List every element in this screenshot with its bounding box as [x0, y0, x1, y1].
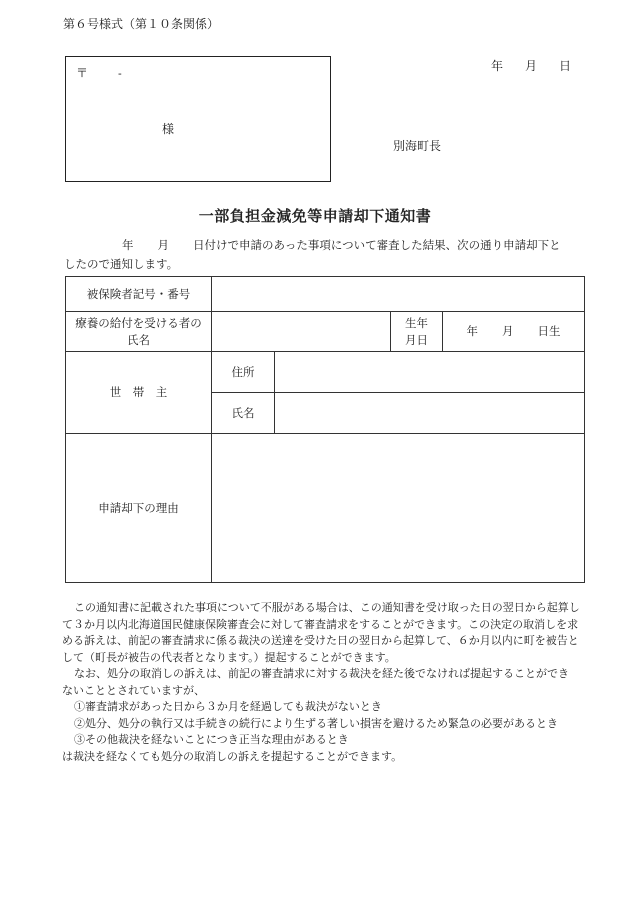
- recipient-name-label: [66, 312, 212, 352]
- notice-line: める訴えは、前記の審査請求に係る裁決の送達を受けた日の翌日から起算して、６か月以内に町を被告と: [62, 634, 579, 647]
- issue-date: [491, 58, 571, 75]
- notice-line: て３か月以内北海道国民健康保険審査会に対して審査請求をすることができます。この決定の取消しを求: [62, 617, 579, 631]
- intro-month: 月: [157, 238, 169, 252]
- birth-month: 月: [502, 324, 514, 339]
- insured-number-value: [212, 277, 585, 312]
- intro-year: 年: [122, 238, 134, 252]
- notice-line: は裁決を経なくても処分の取消しの訴えを提起することができます。: [62, 749, 403, 763]
- table-row: [66, 434, 585, 583]
- issue-date-day: 日: [559, 59, 572, 73]
- intro-line-1: [64, 236, 588, 255]
- issue-date-month: 月: [525, 59, 538, 73]
- birth-date-value: [443, 312, 585, 352]
- birth-date-label: [391, 312, 443, 352]
- sender-name: 別海町長: [393, 139, 442, 153]
- notice-line: ないこととされていますが、: [62, 683, 205, 697]
- form-number: 第６号様式（第１０条関係）: [63, 17, 220, 31]
- birth-date-label-line1: 生年: [405, 315, 428, 330]
- name-label: 氏名: [212, 393, 275, 434]
- postal-mark: 〒: [76, 66, 89, 80]
- name-value: [275, 393, 585, 434]
- birth-day: 日生: [537, 324, 561, 339]
- issue-date-year: 年: [491, 59, 504, 73]
- application-table: [65, 276, 585, 583]
- table-row: [66, 312, 585, 352]
- recipient-name-label-line2: 氏名: [127, 332, 150, 347]
- birth-date-label-line2: 月日: [405, 332, 428, 347]
- table-row: [66, 277, 585, 312]
- householder-label: 世 帯 主: [66, 352, 212, 434]
- insured-number-label: 被保険者記号・番号: [66, 277, 212, 312]
- intro-line-2: したので通知します。: [64, 257, 179, 271]
- reason-label: 申請却下の理由: [66, 434, 212, 583]
- addressee-honorific: 様: [162, 122, 175, 136]
- addressee-box: [65, 56, 331, 182]
- notice-line: して（町長が被告の代表者となります。）提起することができます。: [62, 650, 396, 664]
- document-title: 一部負担金減免等申請却下通知書: [198, 207, 432, 225]
- notice-line: この通知書に記載された事項について不服がある場合は、この通知書を受け取った日の翌日から起算し: [74, 601, 580, 614]
- address-value: [275, 352, 585, 393]
- notice-line: ②処分、処分の執行又は手続きの続行により生ずる著しい損害を避けるため緊急の必要があるとき: [74, 716, 558, 730]
- notice-line: ①審査請求があった日から３か月を経過しても裁決がないとき: [74, 700, 382, 713]
- intro-text: 日付けで申請のあった事項について審査した結果、次の通り申請却下と: [193, 238, 561, 252]
- notice-line: なお、処分の取消しの訴えは、前記の審査請求に対する裁決を経た後でなければ提起することができ: [74, 667, 569, 680]
- recipient-name-label-line1: 療養の給付を受ける者の: [75, 315, 202, 330]
- birth-year: 年: [466, 324, 478, 339]
- address-label: 住所: [212, 352, 275, 393]
- recipient-name-value: [212, 312, 391, 352]
- intro-paragraph: [64, 236, 588, 274]
- reason-value: [212, 434, 585, 583]
- notice-line: ③その他裁決を経ないことにつき正当な理由があるとき: [74, 733, 349, 746]
- appeal-notice: [62, 600, 588, 765]
- table-row: [66, 352, 585, 393]
- postal-dash: -: [118, 67, 122, 80]
